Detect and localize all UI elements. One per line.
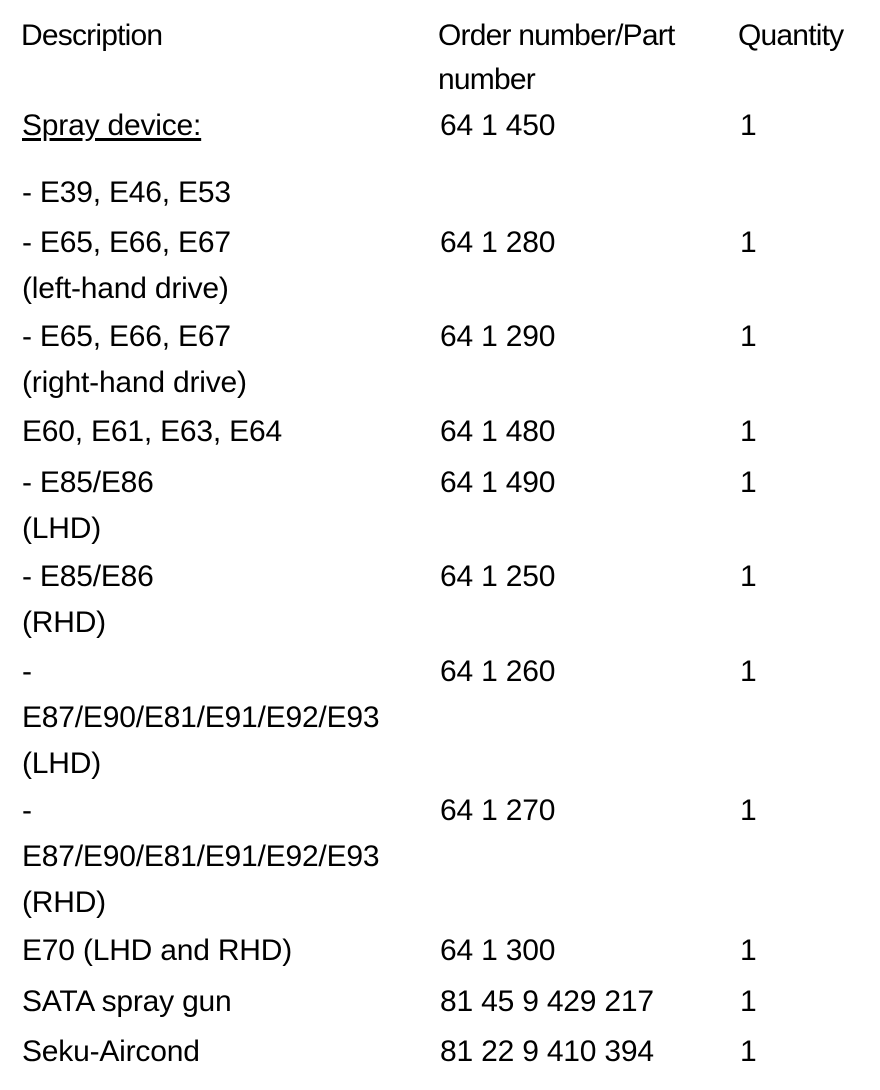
row-order-number: 64 1 290 bbox=[440, 320, 556, 353]
row-description bbox=[22, 554, 154, 646]
row-order-number: 64 1 260 bbox=[440, 655, 556, 688]
row-quantity: 1 bbox=[740, 415, 757, 448]
row-description bbox=[22, 103, 201, 149]
row-description bbox=[22, 314, 247, 406]
row-description bbox=[22, 170, 231, 216]
row-order-number: 64 1 270 bbox=[440, 794, 556, 827]
row-order-number: 64 1 450 bbox=[440, 109, 556, 142]
description-line: (left-hand drive) bbox=[22, 272, 229, 305]
description-line: (LHD) bbox=[22, 747, 101, 780]
row-description bbox=[22, 979, 232, 1025]
row-description bbox=[22, 788, 379, 926]
row-order-number: 64 1 250 bbox=[440, 560, 556, 593]
description-line: - E39, E46, E53 bbox=[22, 176, 231, 209]
description-line: Spray device: bbox=[22, 109, 202, 142]
description-line: - bbox=[22, 794, 32, 827]
row-quantity: 1 bbox=[740, 655, 757, 688]
row-order-number: 81 45 9 429 217 bbox=[440, 985, 654, 1018]
row-order-number: 64 1 490 bbox=[440, 466, 556, 499]
row-description bbox=[22, 220, 231, 312]
row-description bbox=[22, 928, 292, 974]
row-order-number: 81 22 9 410 394 bbox=[440, 1035, 654, 1068]
description-line: - E85/E86 bbox=[22, 560, 154, 593]
row-quantity: 1 bbox=[740, 560, 757, 593]
row-quantity: 1 bbox=[740, 226, 757, 259]
description-line: E60, E61, E63, E64 bbox=[22, 415, 282, 448]
row-quantity: 1 bbox=[740, 794, 757, 827]
header-quantity: Quantity bbox=[738, 19, 844, 52]
header-order-number-line2: number bbox=[438, 63, 535, 96]
header-order-number bbox=[438, 14, 675, 102]
description-line: - E65, E66, E67 bbox=[22, 320, 231, 353]
row-order-number: 64 1 480 bbox=[440, 415, 556, 448]
description-line: SATA spray gun bbox=[22, 985, 232, 1018]
row-quantity: 1 bbox=[740, 109, 757, 142]
description-line: E87/E90/E81/E91/E92/E93 bbox=[22, 840, 380, 873]
description-line: (right-hand drive) bbox=[22, 366, 247, 399]
row-description bbox=[22, 649, 379, 787]
description-line: - E85/E86 bbox=[22, 466, 154, 499]
row-quantity: 1 bbox=[740, 320, 757, 353]
row-quantity: 1 bbox=[740, 1035, 757, 1068]
description-line: (RHD) bbox=[22, 606, 106, 639]
description-line: (RHD) bbox=[22, 886, 106, 919]
description-line: E87/E90/E81/E91/E92/E93 bbox=[22, 701, 380, 734]
row-quantity: 1 bbox=[740, 934, 757, 967]
row-description bbox=[22, 409, 282, 455]
row-quantity: 1 bbox=[740, 985, 757, 1018]
row-quantity: 1 bbox=[740, 466, 757, 499]
row-order-number: 64 1 280 bbox=[440, 226, 556, 259]
description-line: - E65, E66, E67 bbox=[22, 226, 231, 259]
description-line: Seku-Aircond bbox=[22, 1035, 200, 1068]
header-order-number-line1: Order number/Part bbox=[438, 19, 675, 52]
row-order-number: 64 1 300 bbox=[440, 934, 556, 967]
description-line: - bbox=[22, 655, 32, 688]
row-description bbox=[22, 1029, 200, 1075]
description-line: E70 (LHD and RHD) bbox=[22, 934, 293, 967]
row-description bbox=[22, 460, 154, 552]
header-description: Description bbox=[21, 19, 163, 52]
description-line: (LHD) bbox=[22, 512, 101, 545]
